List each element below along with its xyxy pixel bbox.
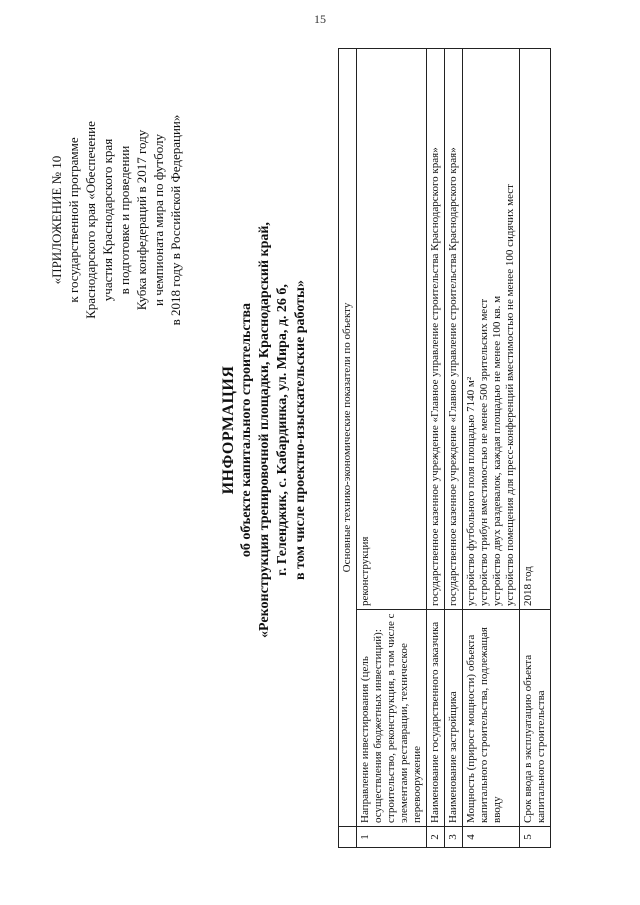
table-row bbox=[427, 49, 445, 848]
row-label: Мощность (прирост мощности) объекта капитального строительства, подлежащая вводу bbox=[463, 610, 520, 827]
row-number: 5 bbox=[520, 827, 551, 848]
appendix-line: в подготовке и проведении bbox=[117, 145, 132, 295]
appendix-line: участия Краснодарского края bbox=[100, 138, 115, 302]
row-value: государственное казенное учреждение «Главное управление строительства Краснодарского края» bbox=[445, 49, 463, 610]
row-number: 3 bbox=[445, 827, 463, 848]
section-header: Основные технико-экономические показатели по объекту bbox=[339, 49, 357, 827]
appendix-line: Краснодарского края «Обеспечение bbox=[83, 121, 98, 319]
row-number: 2 bbox=[427, 827, 445, 848]
value-line: устройство трибун вместимостью не менее 500 зрительских мест bbox=[478, 298, 490, 606]
row-value: реконструкция bbox=[357, 49, 427, 610]
table-section-row bbox=[339, 49, 357, 848]
row-label: Срок ввода в эксплуатацию объекта капитального строительства bbox=[520, 610, 551, 827]
value-line: устройство двух раздевалок, каждая площадью не менее 100 кв. м bbox=[491, 295, 503, 606]
row-value bbox=[463, 49, 520, 610]
appendix-line: и чемпионата мира по футболу bbox=[151, 133, 166, 307]
value-line: устройство помещения для пресс-конференций вместимостью не менее 100 сидячих мест bbox=[504, 184, 516, 606]
row-number: 1 bbox=[357, 827, 427, 848]
document-title bbox=[220, 170, 310, 690]
row-value: 2018 год bbox=[520, 49, 551, 610]
table-row bbox=[357, 49, 427, 848]
title-line: об объекте капитального строительства bbox=[239, 302, 254, 558]
title-line: «Реконструкция тренировочной площадки, Краснодарский край, bbox=[257, 222, 272, 638]
row-label: Направление инвестирования (цель осуществления бюджетных инвестиций): строительство, реконструкция, в том числе с элементами реставрации, техническое перевооружение bbox=[357, 610, 427, 827]
row-label: Наименование государственного заказчика bbox=[427, 610, 445, 827]
table-row bbox=[463, 49, 520, 848]
table-row bbox=[520, 49, 551, 848]
value-line: устройство футбольного поля площадью 7140 м² bbox=[465, 376, 477, 606]
row-number: 4 bbox=[463, 827, 520, 848]
title-line: г. Геленджик, с. Кабардинка, ул. Мира, д. 26 б, bbox=[275, 284, 290, 576]
appendix-line: «ПРИЛОЖЕНИЕ № 10 bbox=[49, 155, 64, 285]
appendix-block bbox=[48, 70, 184, 370]
appendix-line: в 2018 году в Российской Федерации» bbox=[168, 114, 183, 326]
appendix-line: Кубка конфедераций в 2017 году bbox=[134, 129, 149, 311]
table-row bbox=[445, 49, 463, 848]
info-table bbox=[338, 48, 551, 848]
row-value: государственное казенное учреждение «Главное управление строительства Краснодарского края» bbox=[427, 49, 445, 610]
document-heading: ИНФОРМАЦИЯ bbox=[220, 365, 237, 495]
appendix-line: к государственной программе bbox=[66, 137, 81, 303]
page-number: 15 bbox=[314, 12, 326, 26]
row-label: Наименование застройщика bbox=[445, 610, 463, 827]
table-cell bbox=[339, 827, 357, 848]
rotated-sheet bbox=[20, 40, 620, 880]
title-line: в том числе проектно-изыскательские работы» bbox=[293, 280, 308, 580]
